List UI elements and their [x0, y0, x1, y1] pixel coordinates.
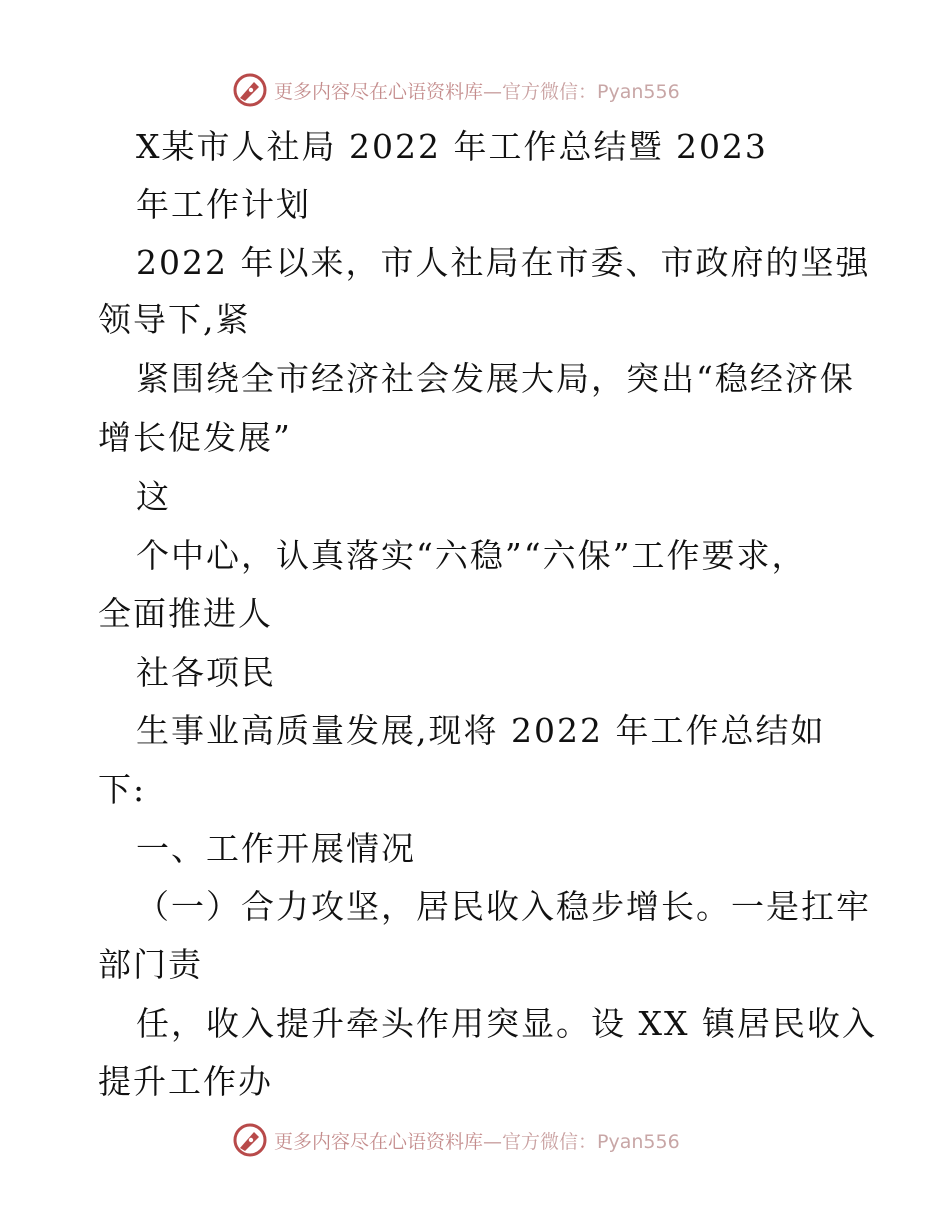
document-title-line-2: 年工作计划 — [136, 185, 311, 224]
body-line: 2022 年以来，市人社局在市委、市政府的坚强 — [136, 243, 871, 282]
watermark-label: 官方微信： — [502, 80, 598, 103]
watermark-main: 更多内容尽在心语资料库 — [274, 80, 484, 103]
watermark-id: Pyan556 — [597, 1130, 680, 1153]
watermark-main: 更多内容尽在心语资料库 — [274, 1130, 484, 1153]
body-line: 增长促发展” — [98, 418, 292, 457]
body-line: 提升工作办 — [98, 1062, 273, 1101]
pen-nib-logo-icon — [232, 1122, 268, 1158]
document-title-line-1: X某市人社局 2022 年工作总结暨 2023 — [136, 127, 768, 166]
watermark-dash: — — [483, 1130, 503, 1153]
watermark-dash: — — [483, 80, 503, 103]
body-line: （一）合力攻坚，居民收入稳步增长。一是扛牢 — [136, 887, 871, 926]
body-line: 这 — [136, 477, 171, 516]
watermark-text — [274, 1127, 680, 1154]
watermark-id: Pyan556 — [597, 80, 680, 103]
body-line: 任，收入提升牵头作用突显。设 XX 镇居民收入 — [136, 1004, 877, 1043]
body-line: 部门责 — [98, 945, 203, 984]
body-line: 生事业高质量发展,现将 2022 年工作总结如 — [136, 711, 826, 750]
body-line: 紧围绕全市经济社会发展大局，突出“稳经济保 — [136, 359, 855, 398]
watermark-banner-bottom — [232, 1120, 680, 1160]
body-line: 社各项民 — [136, 653, 276, 692]
body-line: 下: — [98, 770, 147, 809]
section-heading: 一、工作开展情况 — [136, 829, 416, 868]
body-line: 个中心，认真落实“六稳”“六保”工作要求， — [136, 536, 807, 575]
watermark-label: 官方微信： — [502, 1130, 598, 1153]
body-line: 领导下,紧 — [98, 300, 251, 339]
body-line: 全面推进人 — [98, 594, 273, 633]
